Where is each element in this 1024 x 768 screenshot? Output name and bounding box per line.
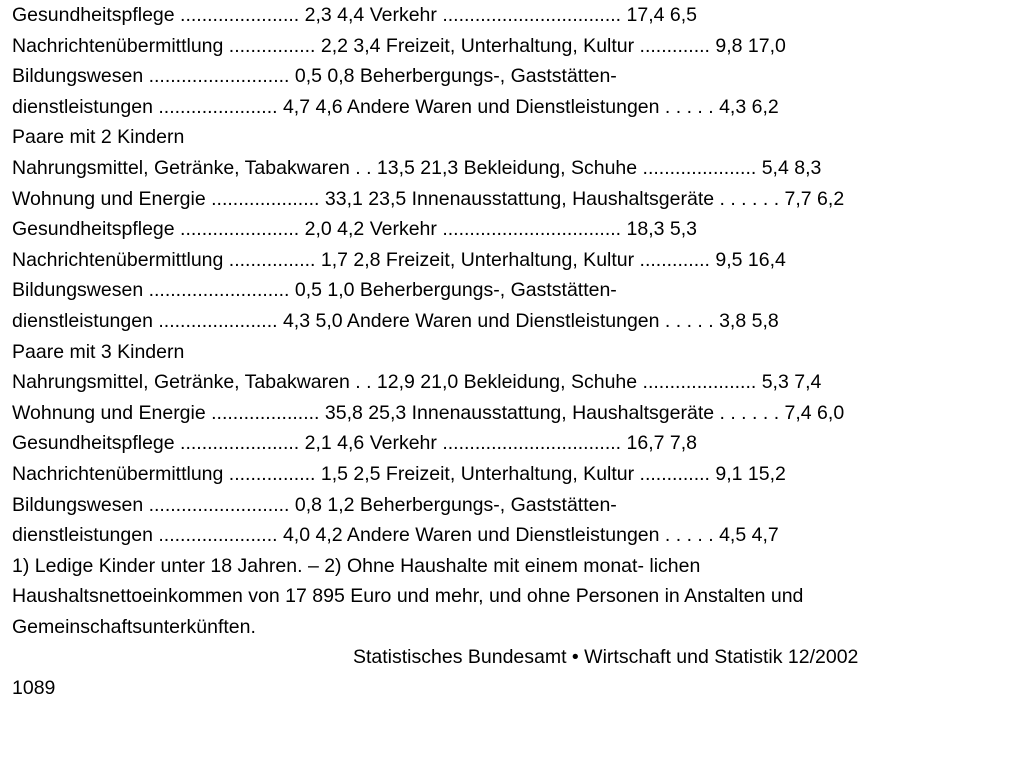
text-line: Wohnung und Energie .................... 35,8 25,3 Innenausstattung, Haushaltsgeräte . . . . . . 7,4 6,0 xyxy=(12,401,845,424)
text-line: dienstleistungen ...................... 4,0 4,2 Andere Waren und Dienstleistungen . . . . . 4,5 4,7 xyxy=(12,524,779,547)
text-line: Gesundheitspflege ...................... 2,3 4,4 Verkehr ................................. 17,4 6,5 xyxy=(12,4,697,26)
text-line: Nachrichtenübermittlung ................ 1,7 2,8 Freizeit, Unterhaltung, Kultur ............. 9,5 16,4 xyxy=(12,248,786,271)
footnote-line: Haushaltsnettoeinkommen von 17 895 Euro und mehr, und ohne Personen in Anstalten und xyxy=(12,585,804,608)
text-line: Bildungswesen .......................... 0,5 0,8 Beherbergungs-, Gaststätten- xyxy=(12,65,617,88)
text-line: Wohnung und Energie .................... 33,1 23,5 Innenausstattung, Haushaltsgeräte . . . . . . 7,7 6,2 xyxy=(12,187,845,210)
text-line: dienstleistungen ...................... 4,7 4,6 Andere Waren und Dienstleistungen . . . . . 4,3 6,2 xyxy=(12,95,779,118)
text-line: Gesundheitspflege ...................... 2,1 4,6 Verkehr ................................. 16,7 7,8 xyxy=(12,432,697,455)
source-citation: Statistisches Bundesamt • Wirtschaft und Statistik 12/2002 xyxy=(353,646,859,669)
section-heading: Paare mit 2 Kindern xyxy=(12,126,185,149)
section-heading: Paare mit 3 Kindern xyxy=(12,340,185,363)
text-line: Nahrungsmittel, Getränke, Tabakwaren . . 13,5 21,3 Bekleidung, Schuhe ..................... 5,4 8,3 xyxy=(12,156,822,179)
text-line: Bildungswesen .......................... 0,5 1,0 Beherbergungs-, Gaststätten- xyxy=(12,279,617,302)
text-line: Nachrichtenübermittlung ................ 1,5 2,5 Freizeit, Unterhaltung, Kultur ............. 9,1 15,2 xyxy=(12,462,786,485)
footnote-line: Gemeinschaftsunterkünften. xyxy=(12,615,256,638)
footnote-line: 1) Ledige Kinder unter 18 Jahren. – 2) Ohne Haushalte mit einem monat- lichen xyxy=(12,554,701,577)
text-line: Nahrungsmittel, Getränke, Tabakwaren . . 12,9 21,0 Bekleidung, Schuhe ..................... 5,3 7,4 xyxy=(12,371,822,394)
page-number: 1089 xyxy=(12,677,56,700)
text-line: Bildungswesen .......................... 0,8 1,2 Beherbergungs-, Gaststätten- xyxy=(12,493,617,516)
text-line: dienstleistungen ...................... 4,3 5,0 Andere Waren und Dienstleistungen . . . . . 3,8 5,8 xyxy=(12,309,779,332)
text-line: Nachrichtenübermittlung ................ 2,2 3,4 Freizeit, Unterhaltung, Kultur ............. 9,8 17,0 xyxy=(12,34,786,57)
text-line: Gesundheitspflege ...................... 2,0 4,2 Verkehr ................................. 18,3 5,3 xyxy=(12,218,697,241)
